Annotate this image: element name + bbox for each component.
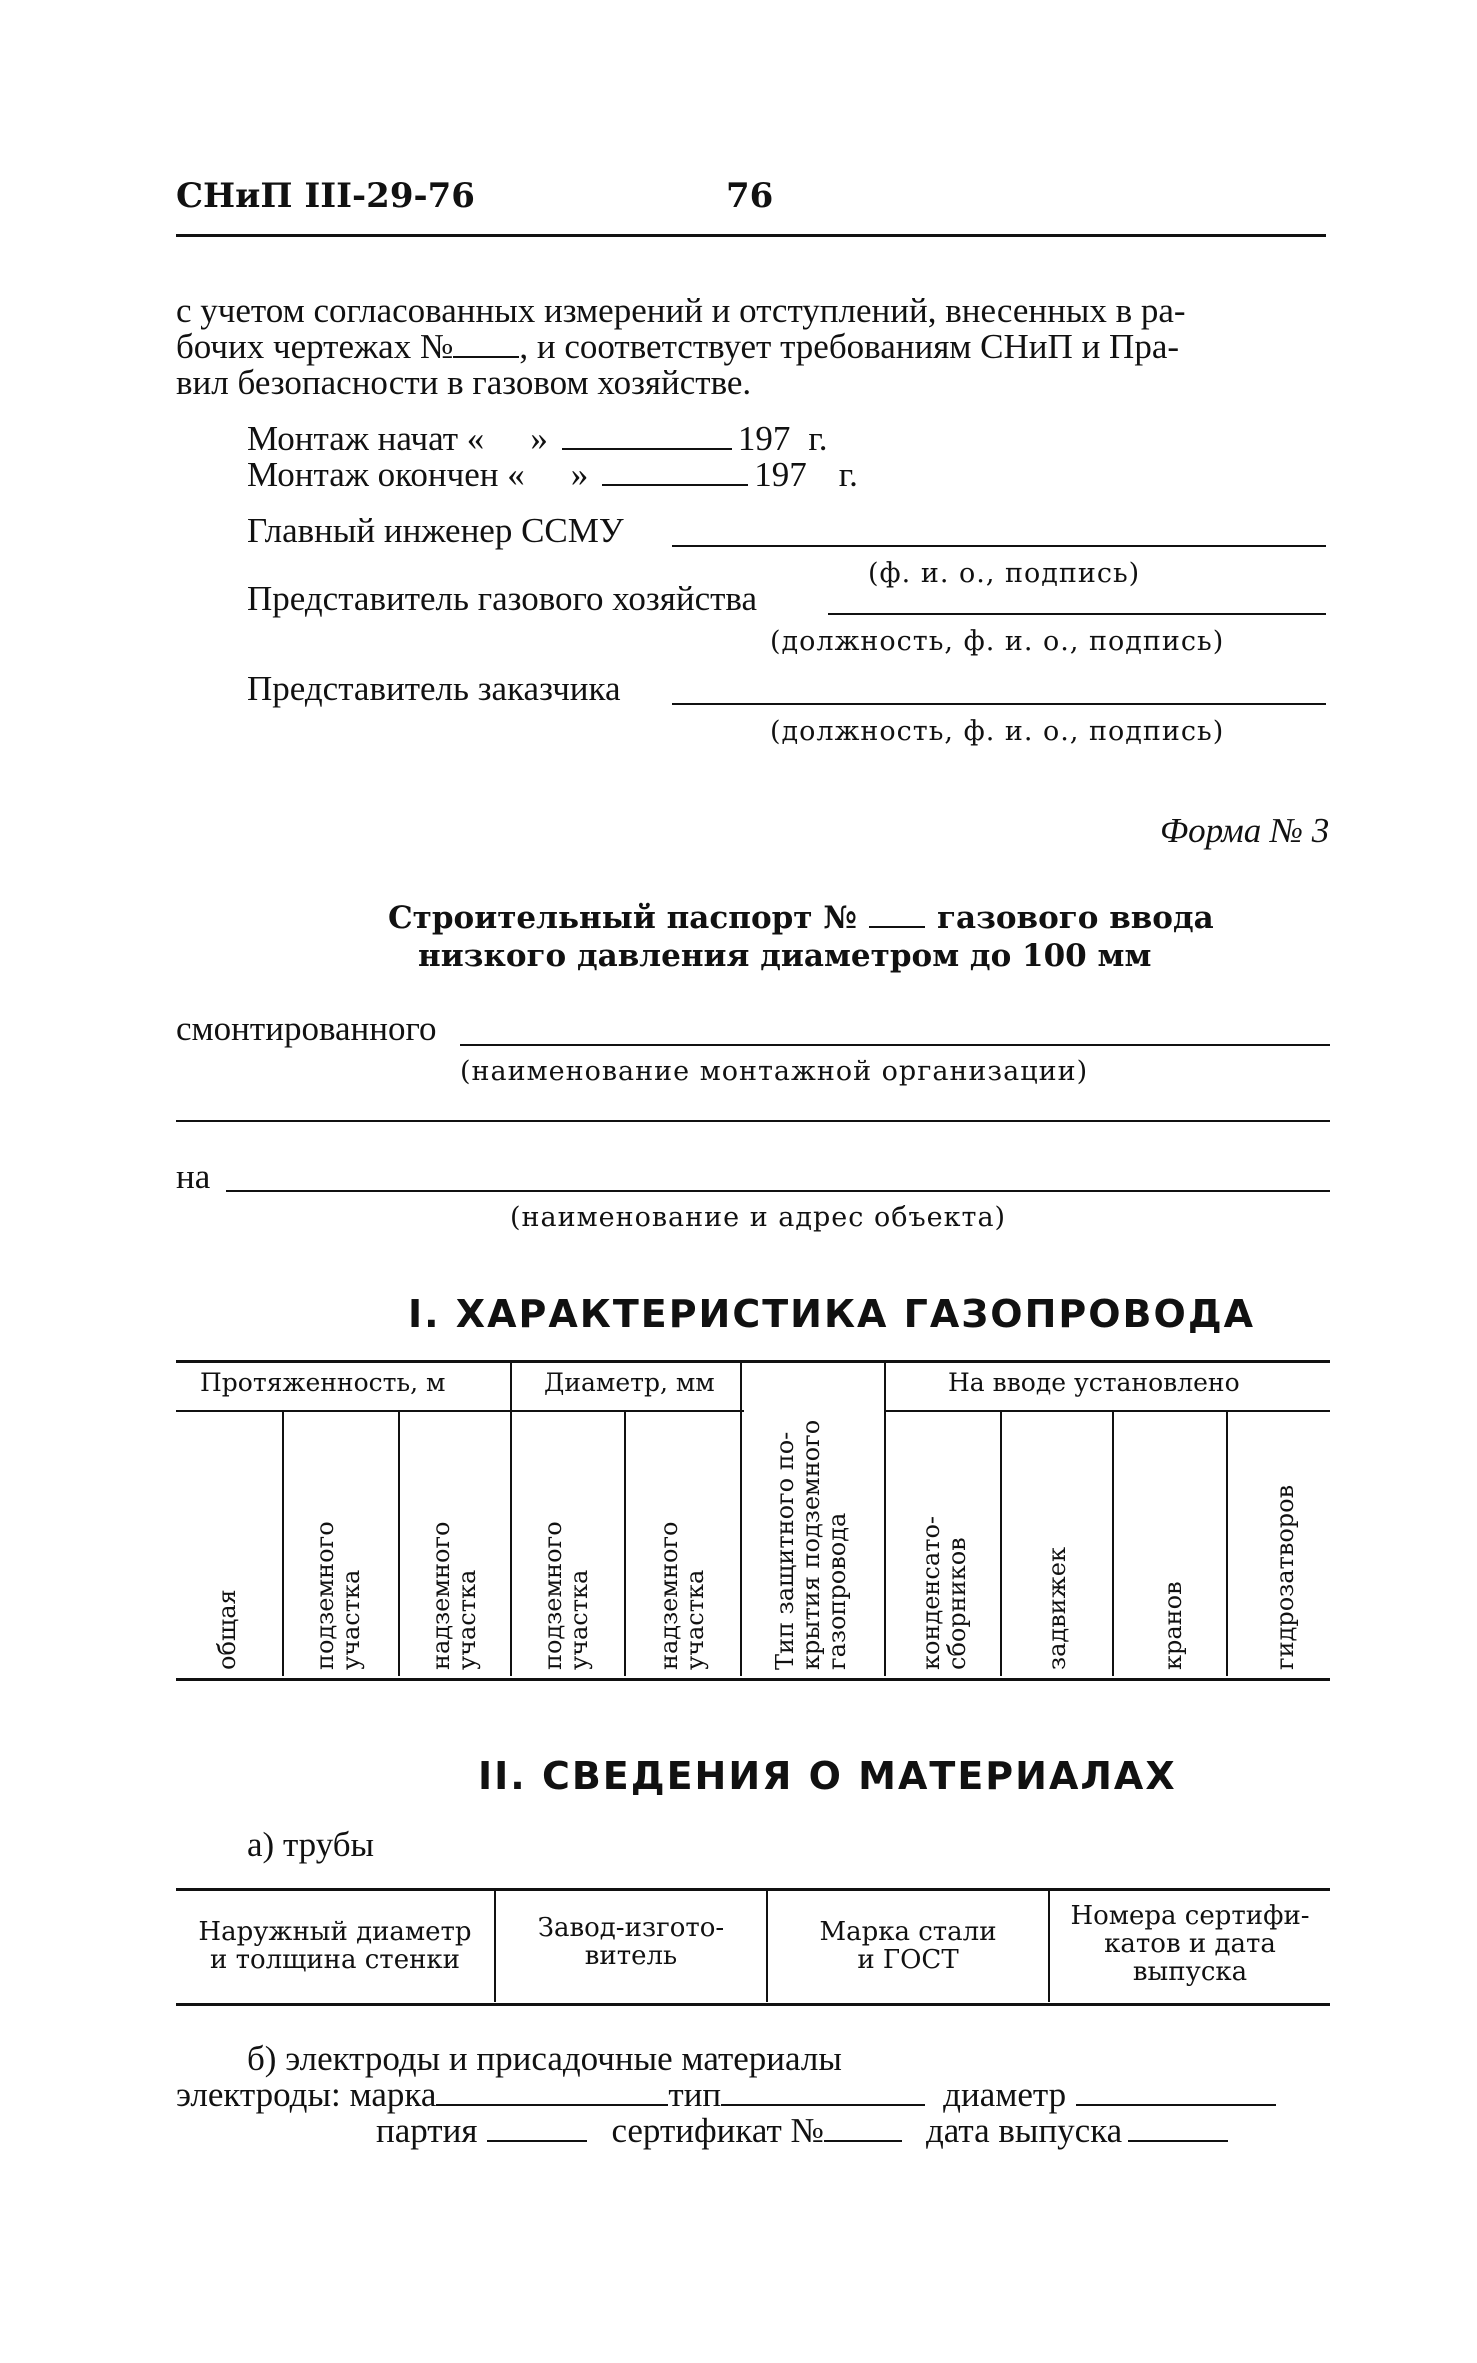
mount-start-row [247,420,827,458]
pipe-col-diameter: Наружный диаметр и толщина стенки [198,1917,472,1975]
electrodes-brand-label: электроды: марка [176,2075,437,2114]
gas-representative-label: Представитель газового хозяйства [247,579,757,618]
page-number: 76 [726,176,774,216]
col-taps: кранов [1159,1581,1187,1670]
col-length-over: надземного участка [427,1521,481,1670]
form-label: Форма № 3 [1160,811,1330,850]
pipes-label: а) трубы [247,1825,375,1864]
electrodes-row-1 [176,2076,1276,2114]
gas-representative-line[interactable] [828,613,1326,615]
col-total: общая [213,1589,241,1670]
t1-v4 [624,1412,626,1676]
object-line[interactable] [226,1190,1330,1192]
section-2-title: II. СВЕДЕНИЯ О МАТЕРИАЛАХ [478,1754,1177,1798]
col-diameter-under: подземного участка [539,1521,593,1670]
drawing-number-blank[interactable] [453,330,519,358]
table1-sub-rule-left [176,1410,744,1412]
table1-top-rule [176,1360,1330,1363]
t1-v5 [740,1362,742,1676]
section-1-title: I. ХАРАКТЕРИСТИКА ГАЗОПРОВОДА [408,1292,1256,1336]
header-rule [176,234,1326,237]
mount-start-g: г. [808,419,828,458]
batch-label: партия [376,2111,478,2150]
table1-sub-rule-right [884,1410,1330,1412]
passport-number-blank[interactable] [869,904,925,928]
issue-date-blank[interactable] [1128,2114,1228,2142]
col-valves: задвижек [1043,1547,1071,1670]
diameter-label: диаметр [943,2075,1067,2114]
mounted-line[interactable] [460,1044,1330,1046]
electrodes-row-2 [376,2112,1228,2150]
mount-end-year: 197 [754,455,807,494]
mounted-hint: (наименование монтажной организации) [460,1056,1089,1087]
mount-end-g: г. [838,455,858,494]
passport-title-a: Строительный паспорт № [388,900,857,936]
table2-bottom-rule [176,2003,1330,2006]
group-installed: На вводе установлено [948,1368,1240,1397]
issue-date-label: дата выпуска [925,2111,1123,2150]
intro-line-2a: бочих чертежах № [176,327,454,366]
passport-title-line-1 [388,900,1214,936]
t1-v9 [1226,1412,1228,1676]
type-label: тип [668,2075,722,2114]
pipe-col-steel: Марка стали и ГОСТ [819,1917,997,1975]
mount-end-close: » [570,455,589,494]
mount-start-label: Монтаж начат « [247,419,485,458]
col-condensate: конденсато- сборников [917,1515,971,1670]
mounted-label: смонтированного [176,1009,437,1048]
pipe-col-manufacturer: Завод-изгото- витель [537,1913,725,1971]
document-code: СНиП III-29-76 [176,176,475,216]
col-coating-type: Тип защитного по- крытия подземного газопровода [771,1419,851,1670]
customer-representative-label: Представитель заказчика [247,669,621,708]
batch-blank[interactable] [487,2114,587,2142]
t1-v3 [510,1362,512,1676]
t1-v2 [398,1412,400,1676]
gas-representative-hint: (должность, ф. и. о., подпись) [770,626,1225,657]
mount-end-month-blank[interactable] [602,458,748,486]
intro-line-2b: , и соответствует требованиям СНиП и Пра- [519,327,1180,366]
customer-representative-line[interactable] [672,703,1326,705]
mount-end-label: Монтаж окончен « [247,455,525,494]
col-diameter-over: надземного участка [655,1521,709,1670]
intro-line-2 [176,328,1179,366]
t1-v6 [884,1362,886,1676]
table1-bottom-rule [176,1678,1330,1681]
passport-title-b: газового ввода [937,900,1214,936]
chief-engineer-hint: (ф. и. о., подпись) [868,558,1141,589]
mount-end-row [247,456,858,494]
passport-title-line-2: низкого давления диаметром до 100 мм [418,938,1152,974]
pipe-col-certificates: Номера сертифи- катов и дата выпуска [1070,1901,1310,1987]
chief-engineer-line[interactable] [672,545,1326,547]
intro-line-1: с учетом согласованных измерений и отступлений, внесенных в ра- [176,291,1186,330]
certificate-label: сертификат № [611,2111,824,2150]
t1-v7 [1000,1412,1002,1676]
electrodes-title: б) электроды и присадочные материалы [247,2039,842,2078]
t1-v1 [282,1412,284,1676]
group-length: Протяженность, м [200,1368,446,1397]
mounted-line-2[interactable] [176,1120,1330,1122]
type-blank[interactable] [721,2078,925,2106]
t1-v8 [1112,1412,1114,1676]
brand-blank[interactable] [436,2078,668,2106]
customer-representative-hint: (должность, ф. и. о., подпись) [770,716,1225,747]
intro-line-3: вил безопасности в газовом хозяйстве. [176,363,752,402]
mount-start-month-blank[interactable] [562,422,732,450]
table2-top-rule [176,1888,1330,1891]
mount-start-year: 197 [737,419,791,458]
group-diameter: Диаметр, мм [544,1368,715,1397]
on-label: на [176,1157,211,1196]
col-length-under: подземного участка [311,1521,365,1670]
diameter-blank[interactable] [1076,2078,1276,2106]
certificate-blank[interactable] [824,2114,902,2142]
col-seals: гидрозатворов [1271,1484,1299,1670]
object-hint: (наименование и адрес объекта) [510,1202,1007,1233]
mount-start-close: » [530,419,548,458]
chief-engineer-label: Главный инженер ССМУ [247,511,624,550]
